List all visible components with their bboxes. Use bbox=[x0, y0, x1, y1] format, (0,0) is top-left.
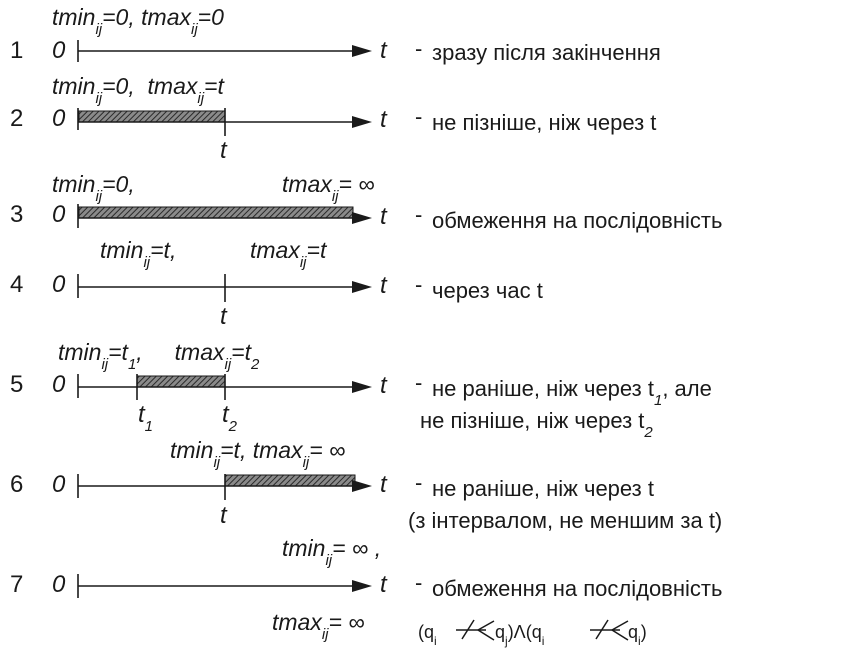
row-6-dash: - bbox=[415, 470, 423, 495]
row-2-arrowhead bbox=[352, 116, 372, 128]
not-precedes-icon bbox=[456, 620, 494, 640]
row-7-dash: - bbox=[415, 570, 423, 595]
row-2-zero-label: 0 bbox=[52, 105, 66, 132]
row-4-dash: - bbox=[415, 272, 423, 297]
row-7-arrowhead bbox=[352, 580, 372, 592]
row-1-params: tmin$_{ij}$=0, tmax$_{ij}$=0 bbox=[52, 4, 224, 38]
row-7-axis-label: t bbox=[380, 571, 387, 598]
not-precedes-icon-2 bbox=[590, 620, 628, 640]
row-3-number: 3 bbox=[10, 201, 24, 228]
row-2-axis-label: t bbox=[380, 106, 387, 133]
row-7-params-bottom: tmax$_{ij}$= ∞ bbox=[272, 609, 365, 643]
row-6-zero-label: 0 bbox=[52, 471, 66, 498]
row-2-number: 2 bbox=[10, 105, 24, 132]
row-2-description: не пізніше, ніж через t bbox=[432, 110, 657, 135]
row-4-tick-label: t bbox=[220, 303, 227, 330]
formula-part-2: $q_j)\Lambda(q_i$ bbox=[495, 622, 545, 648]
row-6-params: tmin$_{ij}$=t, tmax$_{ij}$= ∞ bbox=[170, 437, 346, 471]
row-3-params-left: tmin$_{ij}$=0, bbox=[52, 171, 135, 205]
row-2-params: tmin$_{ij}$=0, tmax$_{ij}$=t bbox=[52, 73, 224, 107]
row-3-hatched-interval bbox=[79, 207, 353, 218]
row-1-zero-label: 0 bbox=[52, 37, 66, 64]
row-5-arrowhead bbox=[352, 381, 372, 393]
row-1 bbox=[10, 4, 661, 65]
row-5-params: $tmin_{ij}=t_1$, $tmax_{ij}=t_2$ bbox=[58, 339, 260, 373]
row-6-number: 6 bbox=[10, 471, 24, 498]
row-5 bbox=[10, 339, 712, 441]
row-7-params-top: tmin$_{ij}$= ∞ , bbox=[282, 535, 382, 569]
row-4-params-right: tmax$_{ij}$=t bbox=[250, 237, 327, 271]
row-6-arrowhead bbox=[352, 480, 372, 492]
row-7 bbox=[10, 535, 722, 648]
row-2 bbox=[10, 73, 656, 164]
row-1-axis-label: t bbox=[380, 37, 387, 64]
row-1-number: 1 bbox=[10, 37, 24, 64]
row-4-params-left: tmin$_{ij}$=t, bbox=[100, 237, 177, 271]
row-5-tick-label-t2: $t_2$ bbox=[222, 401, 238, 435]
row-2-hatched-interval bbox=[79, 111, 225, 122]
row-5-description-line-2: не пізніше, ніж через $t_2$ bbox=[420, 408, 653, 441]
formula-part-3: $q_i$) bbox=[628, 622, 647, 648]
row-3-arrowhead bbox=[352, 212, 372, 224]
row-4-number: 4 bbox=[10, 271, 24, 298]
row-2-tick-label: t bbox=[220, 137, 227, 164]
row-6 bbox=[10, 437, 722, 533]
row-3-description: обмеження на послідовність bbox=[432, 208, 723, 233]
row-5-tick-label-t1: $t_1$ bbox=[138, 401, 154, 435]
row-5-axis-label: t bbox=[380, 372, 387, 399]
row-7-description: обмеження на послідовність bbox=[432, 576, 723, 601]
row-5-zero-label: 0 bbox=[52, 371, 66, 398]
row-7-number: 7 bbox=[10, 571, 24, 598]
formula-part-1: ($q_i$ bbox=[418, 622, 437, 648]
row-3-params-right: tmax$_{ij}$= ∞ bbox=[282, 171, 375, 205]
row-4 bbox=[10, 237, 543, 330]
row-6-hatched-interval bbox=[225, 475, 355, 486]
row-4-arrowhead bbox=[352, 281, 372, 293]
row-6-description-line-1: не раніше, ніж через t bbox=[432, 476, 654, 501]
row-4-zero-label: 0 bbox=[52, 271, 66, 298]
row-1-description: зразу після закінчення bbox=[432, 40, 661, 65]
row-6-tick-label: t bbox=[220, 502, 227, 529]
row-7-formula bbox=[418, 620, 647, 648]
row-3-axis-label: t bbox=[380, 203, 387, 230]
row-4-description: через час t bbox=[432, 278, 543, 303]
row-1-dash: - bbox=[415, 36, 423, 61]
row-5-number: 5 bbox=[10, 371, 24, 398]
row-3 bbox=[10, 171, 722, 233]
row-3-dash: - bbox=[415, 202, 423, 227]
row-1-arrowhead bbox=[352, 45, 372, 57]
row-6-axis-label: t bbox=[380, 471, 387, 498]
row-4-axis-label: t bbox=[380, 272, 387, 299]
row-3-zero-label: 0 bbox=[52, 201, 66, 228]
row-5-dash: - bbox=[415, 370, 423, 395]
row-5-hatched-interval bbox=[137, 376, 225, 387]
row-2-dash: - bbox=[415, 104, 423, 129]
row-6-description-line-2: (з інтервалом, не меншим за t) bbox=[408, 508, 723, 533]
row-5-description-line-1: не раніше, ніж через $t_1$, але bbox=[432, 376, 712, 409]
row-7-zero-label: 0 bbox=[52, 571, 66, 598]
